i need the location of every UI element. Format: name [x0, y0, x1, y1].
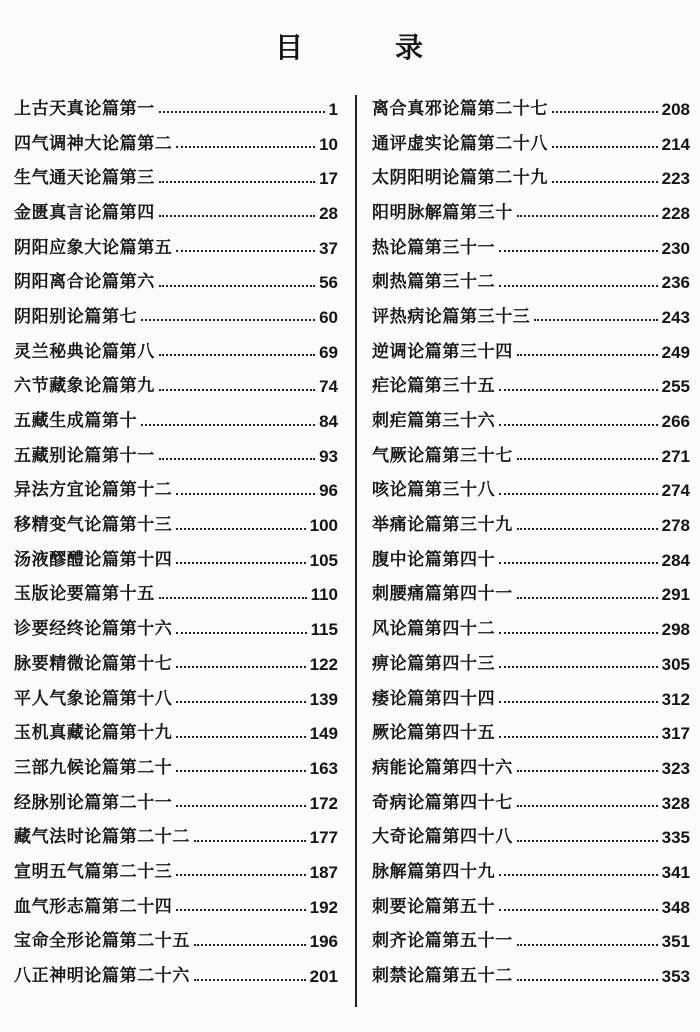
dot-leader: [499, 424, 657, 426]
dot-leader: [176, 146, 315, 148]
chapter-title: 痿论篇第四十四: [372, 688, 496, 709]
toc-left-column: [14, 92, 338, 994]
dot-leader: [176, 701, 305, 703]
dot-leader: [517, 528, 658, 530]
chapter-title: 气厥论篇第三十七: [372, 445, 513, 466]
chapter-title: 宝命全形论篇第二十五: [14, 931, 190, 952]
dot-leader: [499, 285, 657, 287]
chapter-title: 风论篇第四十二: [372, 619, 496, 640]
page-number: 105: [309, 550, 338, 570]
toc-entry: [372, 196, 690, 231]
dot-leader: [141, 424, 315, 426]
toc-entry: [14, 92, 338, 127]
page-number: 139: [309, 689, 338, 709]
page-number: 110: [310, 585, 338, 605]
page-number: 305: [661, 654, 690, 674]
dot-leader: [517, 805, 658, 807]
chapter-title: 血气形志篇第二十四: [14, 896, 173, 917]
toc-entry: [372, 716, 690, 751]
chapter-title: 大奇论篇第四十八: [372, 827, 513, 848]
chapter-title: 上古天真论篇第一: [14, 98, 155, 119]
chapter-title: 刺禁论篇第五十二: [372, 966, 513, 987]
page-number: 60: [319, 307, 338, 327]
page-number: 28: [319, 203, 338, 223]
page-number: 93: [319, 446, 338, 466]
dot-leader: [499, 389, 657, 391]
page-number: 228: [661, 203, 690, 223]
chapter-title: 刺齐论篇第五十一: [372, 931, 513, 952]
dot-leader: [176, 770, 305, 772]
page-number: 284: [661, 550, 690, 570]
chapter-title: 阴阳离合论篇第六: [14, 272, 155, 293]
page-number: 335: [661, 828, 690, 848]
chapter-title: 玉版论要篇第十五: [14, 584, 155, 605]
toc-right-column: [372, 92, 690, 994]
chapter-title: 移精变气论篇第十三: [14, 515, 173, 536]
chapter-title: 脉要精微论篇第十七: [14, 653, 173, 674]
chapter-title: 离合真邪论篇第二十七: [372, 98, 548, 119]
dot-leader: [499, 874, 657, 876]
dot-leader: [499, 701, 657, 703]
dot-leader: [552, 111, 658, 113]
dot-leader: [194, 840, 306, 842]
page-number: 69: [319, 342, 338, 362]
dot-leader: [159, 285, 315, 287]
chapter-title: 阴阳别论篇第七: [14, 306, 138, 327]
dot-leader: [176, 736, 305, 738]
toc-entry: [14, 335, 338, 370]
page-number: 172: [309, 793, 338, 813]
dot-leader: [176, 805, 305, 807]
page-number: 271: [661, 446, 690, 466]
page-number: 1: [328, 99, 338, 119]
chapter-title: 脉解篇第四十九: [372, 861, 496, 882]
chapter-title: 五藏别论篇第十一: [14, 445, 155, 466]
toc-entry: [372, 404, 690, 439]
dot-leader: [517, 944, 658, 946]
toc-entry: [14, 959, 338, 994]
toc-entry: [14, 716, 338, 751]
toc-entry: [14, 925, 338, 960]
dot-leader: [552, 181, 658, 183]
page-number: 122: [309, 654, 338, 674]
page-number: 187: [309, 862, 338, 882]
dot-leader: [159, 181, 315, 183]
toc-entry: [14, 231, 338, 266]
dot-leader: [499, 250, 657, 252]
page-number: 353: [661, 967, 690, 987]
chapter-title: 刺腰痛篇第四十一: [372, 584, 513, 605]
dot-leader: [499, 493, 657, 495]
chapter-title: 刺热篇第三十二: [372, 272, 496, 293]
dot-leader: [517, 458, 658, 460]
toc-entry: [14, 855, 338, 890]
toc-entry: [372, 474, 690, 509]
chapter-title: 六节藏象论篇第九: [14, 376, 155, 397]
page-number: 10: [319, 134, 338, 154]
chapter-title: 金匮真言论篇第四: [14, 202, 155, 223]
chapter-title: 腹中论篇第四十: [372, 549, 496, 570]
dot-leader: [517, 840, 658, 842]
toc-entry: [372, 820, 690, 855]
dot-leader: [159, 597, 307, 599]
page-number: 163: [309, 758, 338, 778]
toc-entry: [14, 578, 338, 613]
toc-entry: [372, 612, 690, 647]
page-number: 266: [661, 412, 690, 432]
page-number: 312: [661, 689, 690, 709]
dot-leader: [176, 666, 305, 668]
toc-entry: [372, 543, 690, 578]
page-number: 298: [661, 620, 690, 640]
chapter-title: 三部九候论篇第二十: [14, 757, 173, 778]
chapter-title: 咳论篇第三十八: [372, 480, 496, 501]
page-number: 274: [661, 481, 690, 501]
chapter-title: 举痛论篇第三十九: [372, 515, 513, 536]
dot-leader: [194, 979, 306, 981]
toc-entry: [372, 439, 690, 474]
page-number: 291: [661, 585, 690, 605]
chapter-title: 奇病论篇第四十七: [372, 792, 513, 813]
toc-entry: [14, 647, 338, 682]
toc-entry: [14, 300, 338, 335]
dot-leader: [499, 632, 657, 634]
dot-leader: [534, 319, 657, 321]
toc-entry: [14, 161, 338, 196]
page-number: 96: [319, 481, 338, 501]
page-number: 84: [319, 412, 338, 432]
page-number: 236: [661, 273, 690, 293]
dot-leader: [517, 215, 658, 217]
toc-entry: [14, 127, 338, 162]
dot-leader: [499, 666, 657, 668]
page-number: 351: [661, 932, 690, 952]
dot-leader: [159, 354, 315, 356]
chapter-title: 逆调论篇第三十四: [372, 341, 513, 362]
dot-leader: [159, 111, 325, 113]
toc-entry: [14, 786, 338, 821]
toc-entry: [372, 751, 690, 786]
page-number: 56: [319, 273, 338, 293]
toc-entry: [372, 647, 690, 682]
toc-entry: [372, 161, 690, 196]
dot-leader: [141, 319, 315, 321]
toc-entry: [372, 925, 690, 960]
chapter-title: 病能论篇第四十六: [372, 757, 513, 778]
toc-entry: [372, 855, 690, 890]
chapter-title: 平人气象论篇第十八: [14, 688, 173, 709]
dot-leader: [176, 528, 305, 530]
chapter-title: 经脉别论篇第二十一: [14, 792, 173, 813]
toc-entry: [14, 508, 338, 543]
dot-leader: [517, 979, 658, 981]
toc-entry: [372, 508, 690, 543]
page-number: 230: [661, 238, 690, 258]
dot-leader: [517, 770, 658, 772]
chapter-title: 痹论篇第四十三: [372, 653, 496, 674]
page-number: 214: [661, 134, 690, 154]
toc-entry: [14, 612, 338, 647]
dot-leader: [176, 250, 315, 252]
dot-leader: [194, 944, 306, 946]
page-number: 177: [309, 828, 338, 848]
page-number: 17: [319, 169, 338, 189]
page-number: 323: [661, 758, 690, 778]
toc-entry: [372, 370, 690, 405]
chapter-title: 疟论篇第三十五: [372, 376, 496, 397]
column-divider: [355, 95, 357, 1007]
toc-entry: [372, 231, 690, 266]
dot-leader: [159, 215, 315, 217]
chapter-title: 诊要经终论篇第十六: [14, 619, 173, 640]
page-number: 249: [661, 342, 690, 362]
toc-entry: [14, 196, 338, 231]
dot-leader: [176, 874, 305, 876]
chapter-title: 生气通天论篇第三: [14, 168, 155, 189]
page-title: [0, 26, 700, 66]
toc-entry: [14, 404, 338, 439]
page-number: 348: [661, 897, 690, 917]
toc-entry: [372, 578, 690, 613]
toc-entry: [14, 751, 338, 786]
title-char-1: 目: [274, 31, 305, 64]
toc-entry: [372, 682, 690, 717]
dot-leader: [499, 909, 657, 911]
chapter-title: 阴阳应象大论篇第五: [14, 237, 173, 258]
chapter-title: 评热病论篇第三十三: [372, 306, 531, 327]
chapter-title: 玉机真藏论篇第十九: [14, 723, 173, 744]
chapter-title: 八正神明论篇第二十六: [14, 966, 190, 987]
chapter-title: 汤液醪醴论篇第十四: [14, 549, 173, 570]
page-number: 100: [309, 516, 338, 536]
dot-leader: [176, 632, 306, 634]
toc-entry: [14, 890, 338, 925]
dot-leader: [176, 909, 305, 911]
chapter-title: 刺疟篇第三十六: [372, 411, 496, 432]
toc-entry: [372, 127, 690, 162]
toc-entry: [372, 890, 690, 925]
title-char-2: 录: [395, 31, 426, 64]
toc-entry: [372, 300, 690, 335]
page-number: 192: [309, 897, 338, 917]
chapter-title: 宣明五气篇第二十三: [14, 861, 173, 882]
dot-leader: [499, 736, 657, 738]
dot-leader: [176, 562, 305, 564]
chapter-title: 五藏生成篇第十: [14, 411, 138, 432]
dot-leader: [517, 354, 658, 356]
page-number: 201: [309, 967, 338, 987]
page-number: 149: [309, 724, 338, 744]
toc-entry: [14, 265, 338, 300]
chapter-title: 藏气法时论篇第二十二: [14, 827, 190, 848]
toc-entry: [14, 370, 338, 405]
page-number: 255: [661, 377, 690, 397]
toc-entry: [372, 786, 690, 821]
chapter-title: 厥论篇第四十五: [372, 723, 496, 744]
page-number: 243: [661, 307, 690, 327]
page-number: 223: [661, 169, 690, 189]
toc-entry: [372, 335, 690, 370]
dot-leader: [159, 389, 315, 391]
page-number: 196: [309, 932, 338, 952]
toc-entry: [14, 439, 338, 474]
page-number: 341: [661, 862, 690, 882]
dot-leader: [499, 562, 657, 564]
toc-entry: [372, 265, 690, 300]
dot-leader: [552, 146, 658, 148]
page-number: 278: [661, 516, 690, 536]
toc-entry: [14, 474, 338, 509]
chapter-title: 热论篇第三十一: [372, 237, 496, 258]
page-number: 74: [319, 377, 338, 397]
chapter-title: 四气调神大论篇第二: [14, 133, 173, 154]
chapter-title: 异法方宜论篇第十二: [14, 480, 173, 501]
toc-entry: [372, 959, 690, 994]
chapter-title: 灵兰秘典论篇第八: [14, 341, 155, 362]
page-number: 208: [661, 99, 690, 119]
toc-entry: [14, 543, 338, 578]
toc-entry: [14, 820, 338, 855]
page-number: 317: [661, 724, 690, 744]
chapter-title: 通评虚实论篇第二十八: [372, 133, 548, 154]
page-number: 37: [319, 238, 338, 258]
toc-entry: [372, 92, 690, 127]
chapter-title: 刺要论篇第五十: [372, 896, 496, 917]
page-number: 328: [661, 793, 690, 813]
chapter-title: 阳明脉解篇第三十: [372, 202, 513, 223]
dot-leader: [176, 493, 315, 495]
page-number: 115: [310, 620, 338, 640]
dot-leader: [517, 597, 658, 599]
chapter-title: 太阴阳明论篇第二十九: [372, 168, 548, 189]
toc-entry: [14, 682, 338, 717]
dot-leader: [159, 458, 315, 460]
